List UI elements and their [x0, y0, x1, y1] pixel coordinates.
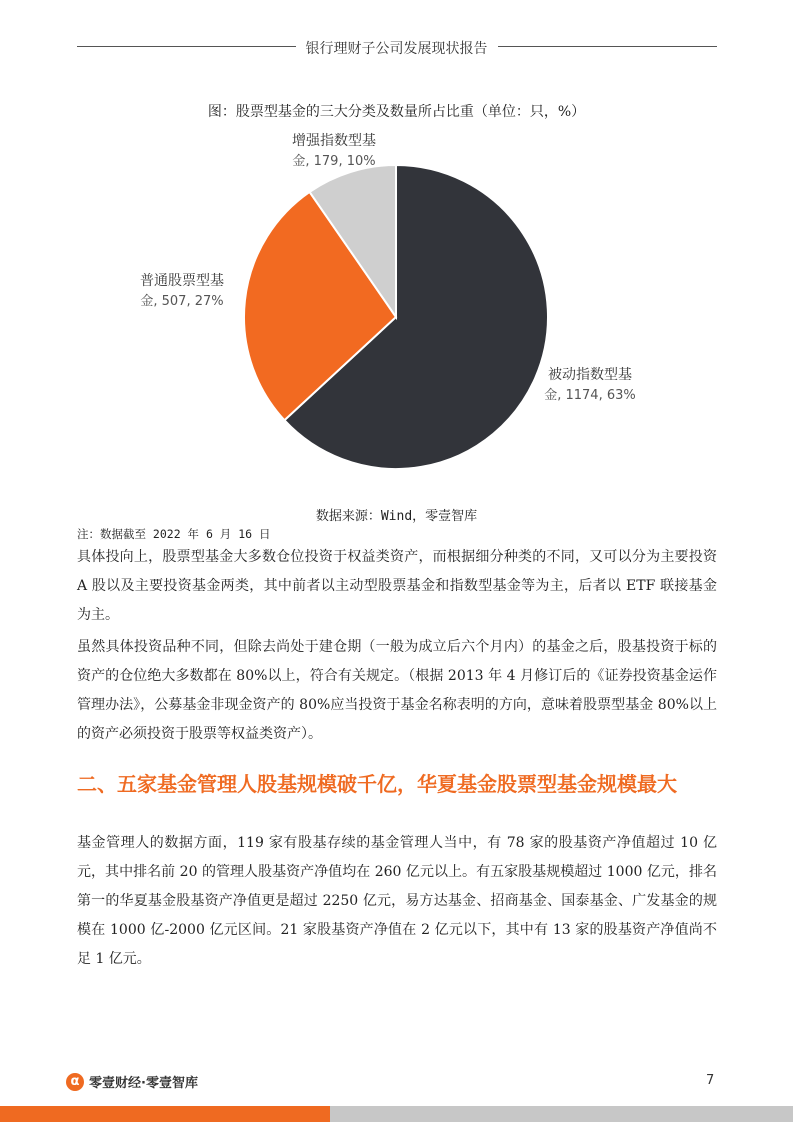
- paragraph-investment-direction: 具体投向上，股票型基金大多数仓位投资于权益类资产，而根据细分种类的不同，又可以分为主要投资 A 股以及主要投资基金两类，其中前者以主动型股票基金和指数型基金等为主，后者以 ETF 联接基金为主。: [77, 549, 717, 623]
- paragraph-fund-managers: 基金管理人的数据方面，119 家有股基存续的基金管理人当中，有 78 家的股基资产净值超过 10 亿元，其中排名前 20 的管理人股基资产净值均在 260 亿元以上。有五家股基规模超过 1000 亿元，排名第一的华夏基金股基资产净值更是超过 2250 亿元，易方达基金、招商基金、国泰基金、广发基金的规模在 1000 亿-2000 亿元区间。21 家股基资产净值在 2 亿元以下，其中有 13 家的股基资产净值尚不足 1 亿元。: [77, 835, 717, 967]
- section-heading: 二、五家基金管理人股基规模破千亿，华夏基金股票型基金规模最大: [77, 772, 677, 796]
- pie-chart: [0, 130, 793, 500]
- pie-label-2-line2: 金, 507, 27%: [140, 294, 224, 309]
- paragraph-position-rules: 虽然具体投资品种不同，但除去尚处于建仓期（一般为成立后六个月内）的基金之后，股基投资于标的资产的仓位绝大多数都在 80%以上，符合有关规定。（根据 2013 年 4 月修订后的《证券投资基金运作管理办法》，公募基金非现金资产的 80%应当投资于基金名称表明的方向，意味着股票型基金 80%以上的资产必须投资于股票等权益类资产）。: [77, 639, 717, 742]
- pie-label-2-line1: 普通股票型基: [140, 273, 224, 289]
- pie-label-3-line1: 增强指数型基: [292, 133, 376, 149]
- figure-source: 数据来源：Wind，零壹智库: [315, 509, 478, 524]
- header-title: 银行理财子公司发展现状报告: [0, 38, 793, 58]
- figure-note: 注：数据截至 2022 年 6 月 16 日: [77, 527, 271, 541]
- figure-caption: 图：股票型基金的三大分类及数量所占比重（单位：只，%）: [207, 104, 586, 120]
- page-number: 7: [706, 1073, 715, 1088]
- footer-bar-grey: [330, 1106, 793, 1122]
- footer-logo: [66, 1072, 198, 1091]
- footer-bar-orange: [0, 1106, 330, 1122]
- pie-label-3-line2: 金, 179, 10%: [292, 154, 376, 169]
- brand-logo-icon: α: [66, 1073, 84, 1091]
- footer-logo-text: 零壹财经·零壹智库: [89, 1076, 198, 1091]
- pie-label-1-line1: 被动指数型基: [548, 367, 632, 383]
- pie-label-1-line2: 金, 1174, 63%: [544, 388, 636, 403]
